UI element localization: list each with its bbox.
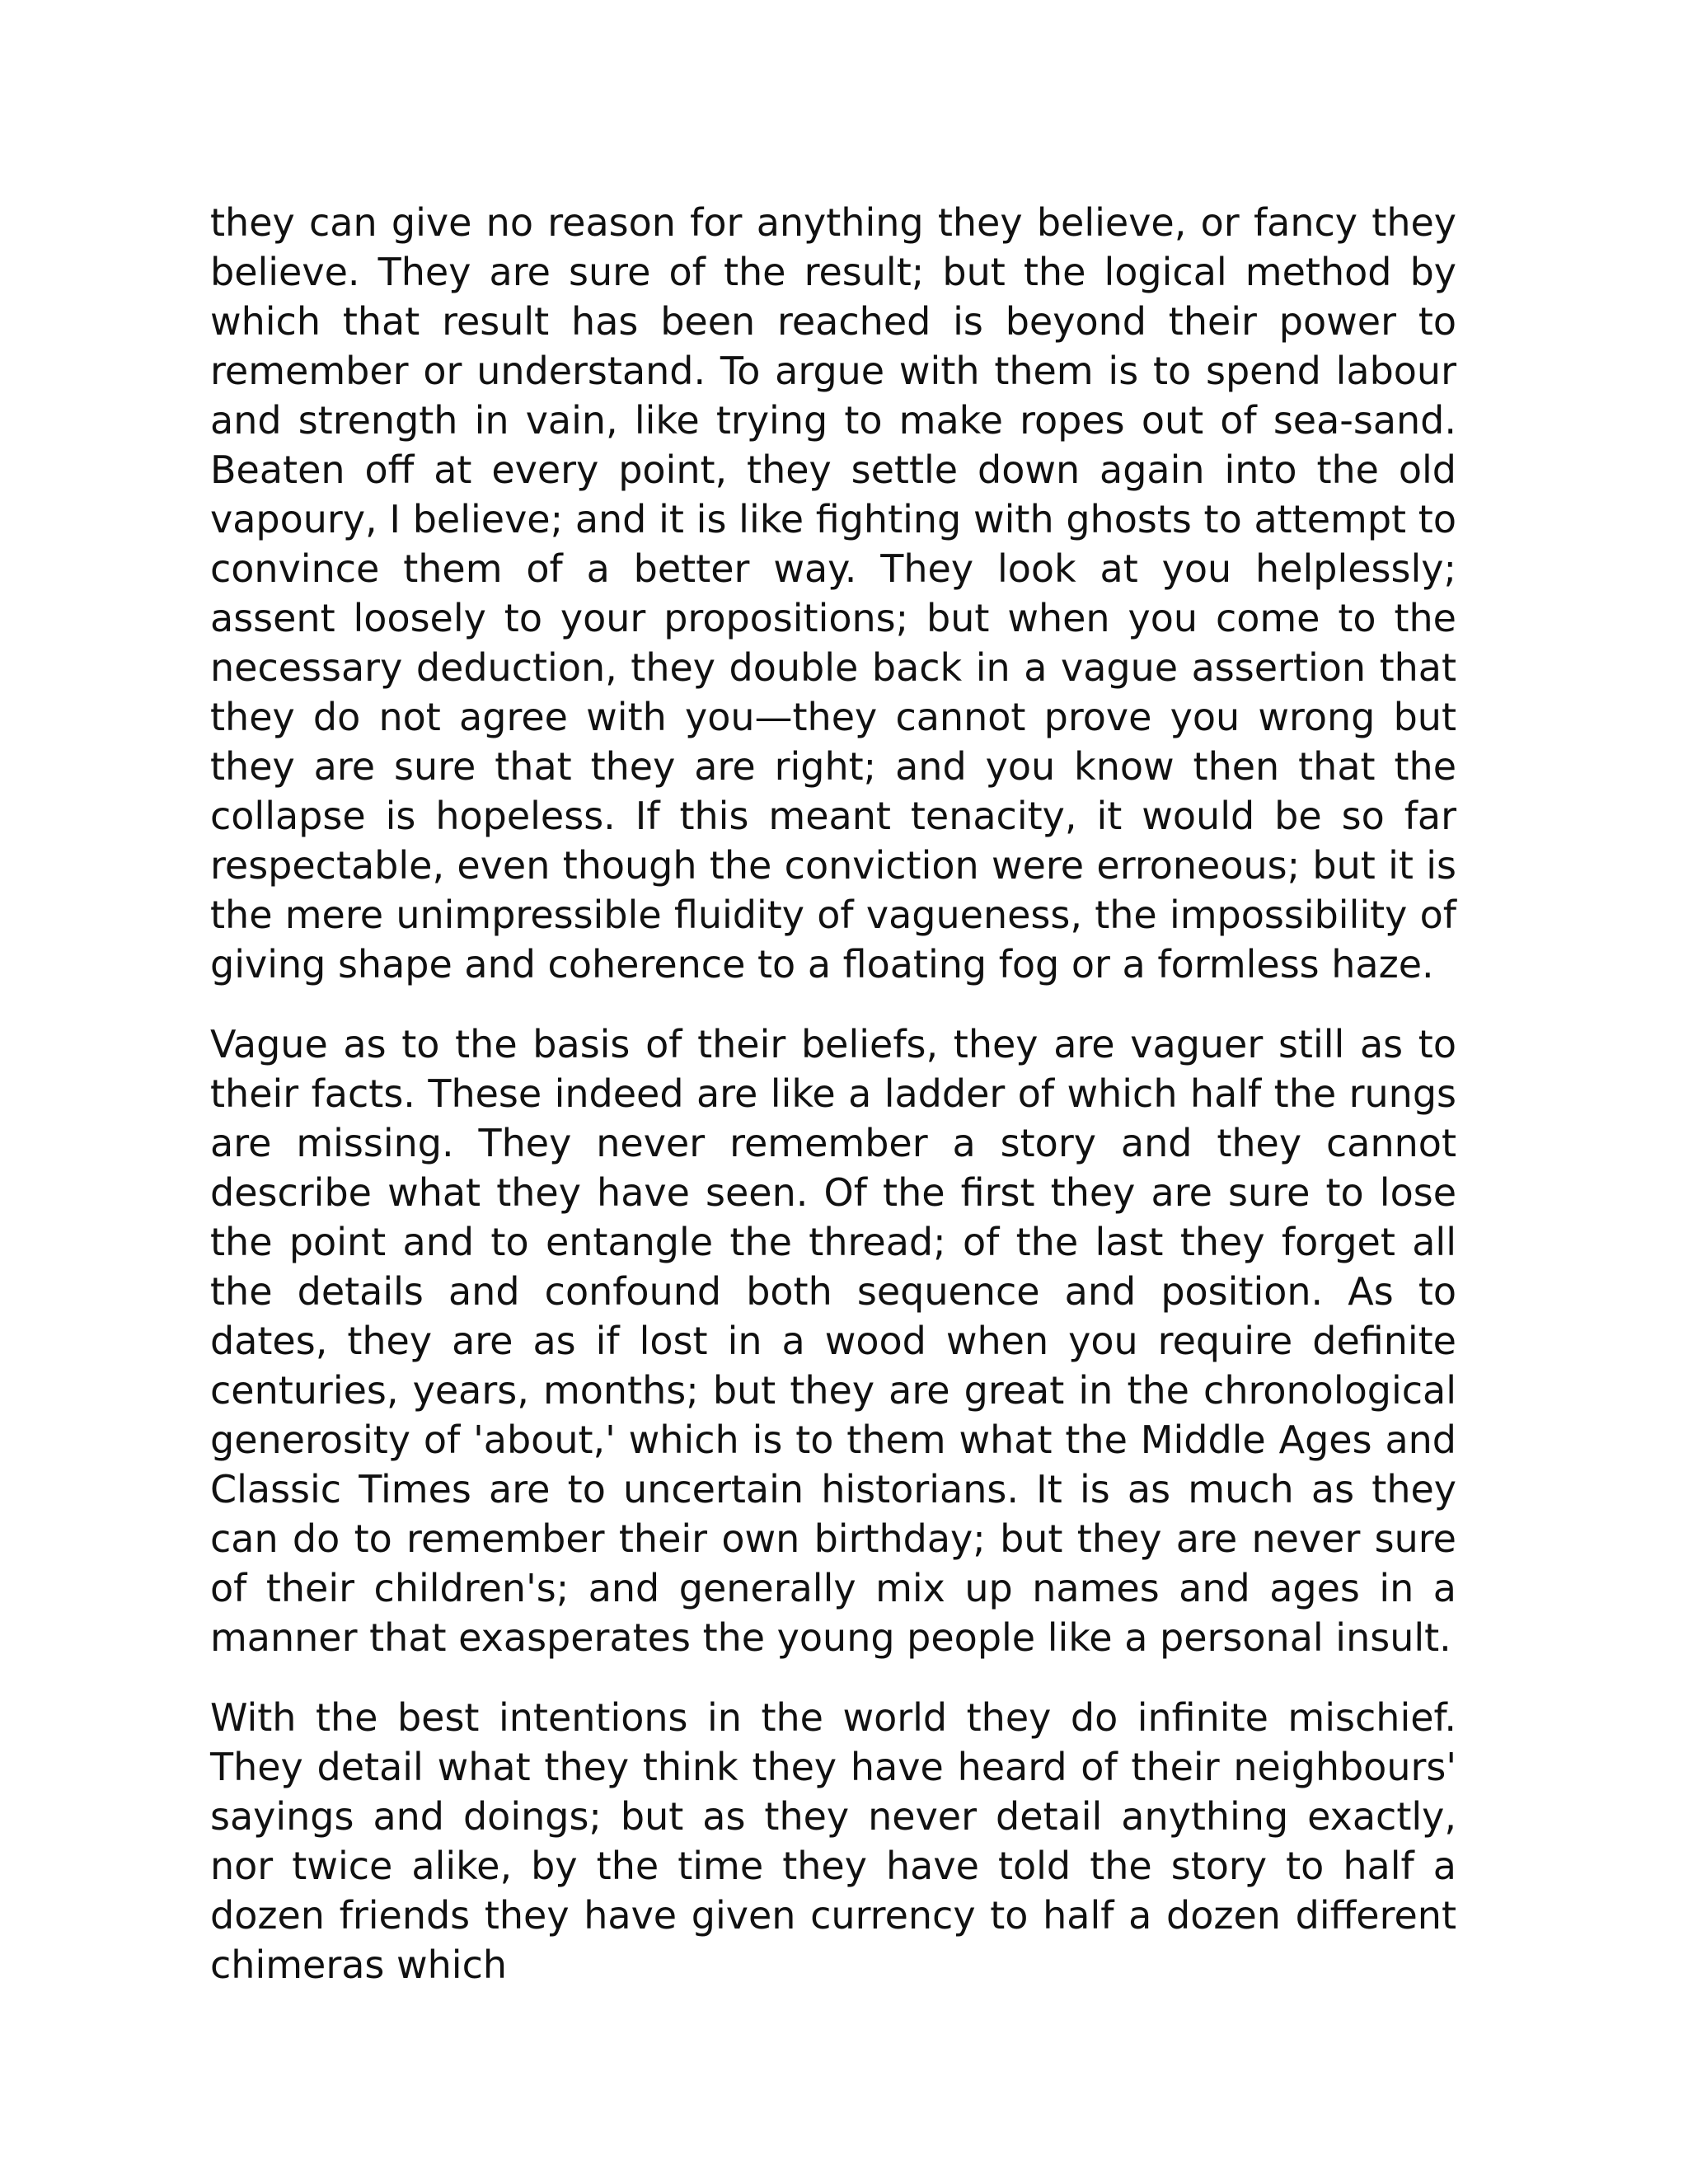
paragraph-3: With the best intentions in the world they do infinite mischief. They detail what they think they have heard of their neighbours' sayings and doings; but as they never detail anything exactly, nor twice alike, by the time they have told the story to half a dozen friends they have given currency to half a dozen different chimeras which <box>210 1695 1456 1987</box>
body-text <box>210 198 1456 2020</box>
paragraph-1: they can give no reason for anything they believe, or fancy they believe. They are sure of the result; but the logical method by which that result has been reached is beyond their power to remember or understand. To argue with them is to spend labour and strength in vain, like trying to make ropes out of sea-sand. Beaten off at every point, they settle down again into the old vapoury, I believe; and it is like fighting with ghosts to attempt to convince them of a better way. They look at you helplessly; assent loosely to your propositions; but when you come to the necessary deduction, they double back in a vague assertion that they do not agree with you—they cannot prove you wrong but they are sure that they are right; and you know then that the collapse is hopeless. If this meant tenacity, it would be so far respectable, even though the conviction were erroneous; but it is the mere unimpressible fluidity of vagueness, the impossibility of giving shape and coherence to a floating fog or a formless haze. <box>210 200 1456 987</box>
paragraph-2: Vague as to the basis of their beliefs, they are vaguer still as to their facts. These indeed are like a ladder of which half the rungs are missing. They never remember a story and they cannot describe what they have seen. Of the first they are sure to lose the point and to entangle the thread; of the last they forget all the details and confound both sequence and position. As to dates, they are as if lost in a wood when you require definite centuries, years, months; but they are great in the chronological generosity of 'about,' which is to them what the Middle Ages and Classic Times are to uncertain historians. It is as much as they can do to remember their own birthday; but they are never sure of their children's; and generally mix up names and ages in a manner that exasperates the young people like a personal insult. <box>210 1022 1456 1660</box>
